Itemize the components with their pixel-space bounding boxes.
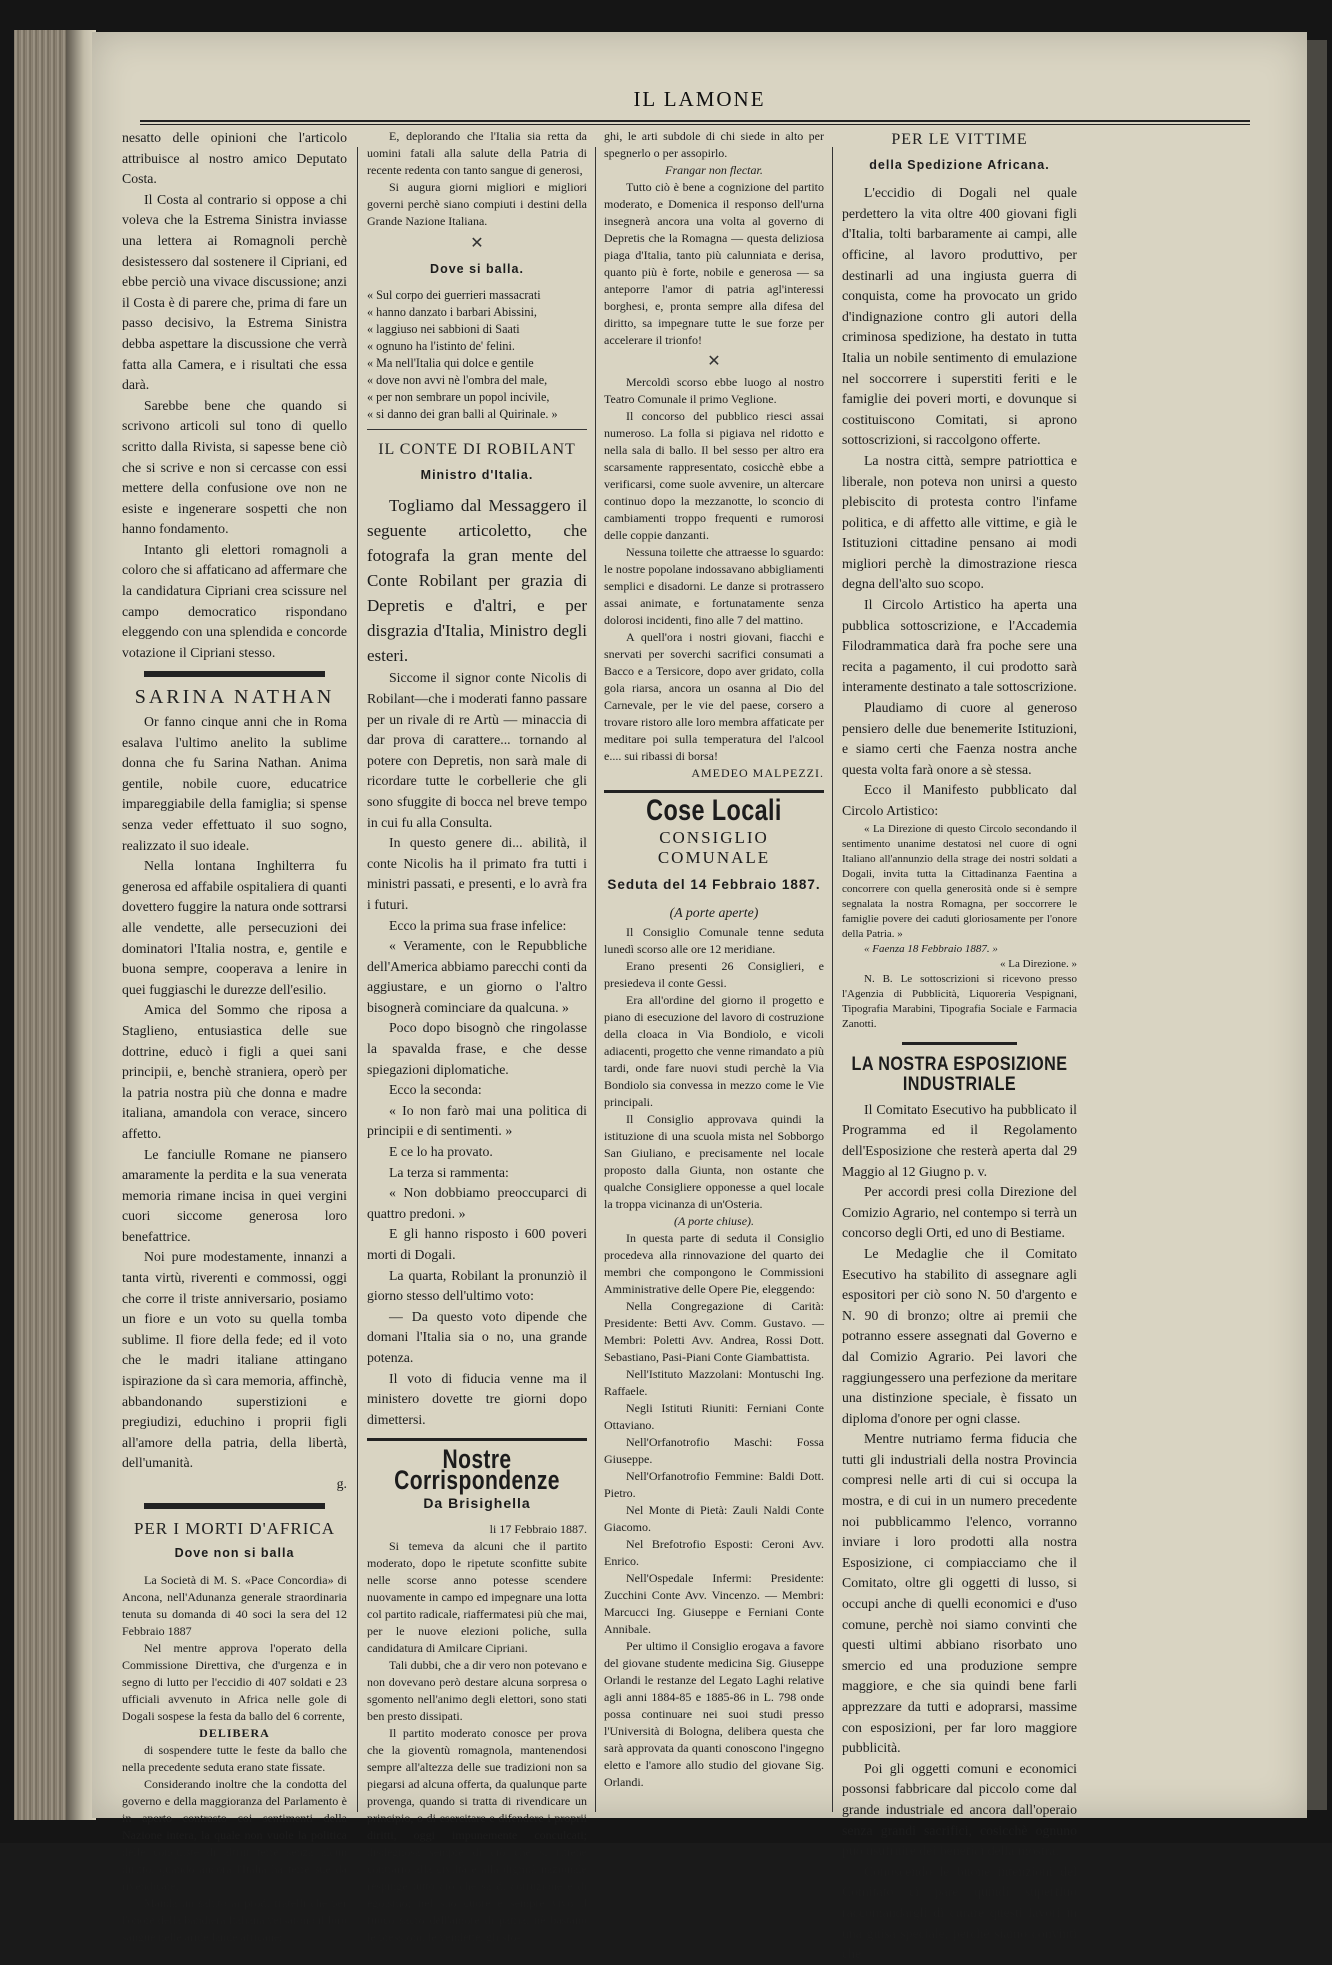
paragraph: Tali dubbi, che a dir vero non potevano e non dovevano però destare alcuna sorpresa o sgomento nell'animo degli elettori, sono stati ben presto dissipati. bbox=[367, 1658, 587, 1724]
paragraph: « Io non farò mai una politica di principii e di sentimenti. » bbox=[367, 1102, 587, 1139]
separator-cross-icon: ✕ bbox=[707, 353, 721, 370]
paragraph: Erano presenti 26 Consiglieri, e presiedeva il conte Gessi. bbox=[604, 958, 824, 990]
paragraph: Il voto di fiducia venne ma il ministero dovette tre giorni dopo dimettersi. bbox=[367, 1370, 587, 1427]
paragraph: Nella Congregazione di Carità: Presidente: Betti Avv. Comm. Gustavo. — Membri: Poletti Avv. Andrea, Rossi Dott. Sebastiano, Pasi-Piani Conte Giambattista. bbox=[604, 1298, 824, 1364]
poem-line: « si danno dei gran balli al Quirinale. » bbox=[367, 407, 558, 422]
column-2 bbox=[367, 128, 587, 1946]
paragraph: — Da questo voto dipende che domani l'Italia sia o no, una grande potenza. bbox=[367, 1308, 587, 1365]
paragraph: Le Medaglie che il Comitato Esecutivo ha stabilito di assegnare agli espositori per ciò sono N. 50 d'argento e N. 90 di bronzo; oltre ai premii che potranno essere assegnati dal Governo e dal Comizio Agrario. Pei lavori che raggiungessero una perfezione da meritare una distinzione speciale, è fissato un diploma d'onore per ogni classe. bbox=[842, 1245, 1077, 1426]
headline: Cose Locali bbox=[646, 794, 782, 827]
subheadline: della Spedizione Africana. bbox=[869, 157, 1050, 172]
paragraph: E gli hanno risposto i 600 poveri morti di Dogali. bbox=[367, 1226, 587, 1262]
next-page-edge bbox=[1307, 40, 1327, 1810]
paragraph: nesatto delle opinioni che l'articolo attribuisce al nostro amico Deputato Costa. bbox=[122, 130, 347, 187]
poem-line: « dove non avvi nè l'ombra del male, bbox=[367, 373, 548, 388]
paragraph: Il partito moderato conosce per prova che la gioventù romagnola, mantenendosi sempre all'altezza delle sue tradizioni non sa piegarsi ad alcuna offerta, da qualunque parte provenga, quando si tratta di rivendicare un principio, o di esercitare e difendere i proprii diritti, oggi impunemente conculcati; disdegnosa sempre di ciò che si ritiene contrario alla civiltà e alla dignità nazionale respinge tutto ciò che sa di corruzione e di egoismo; nel suo cuore è sempre vivo il fuoco sacro dell'amore di patria, nè bastano le pressioni, le vendette, gli sfo- bbox=[367, 1726, 587, 1945]
paragraph: Il Consiglio approvava quindi la istituzione di una scuola mista nel Sobborgo San Giuliano, e precisamente nel locale proposto dalla Giunta, non ostante che qualche Consigliere opponesse a quel locale la troppa vicinanza di un'Osteria. bbox=[604, 1111, 824, 1211]
delibera-label: DELIBERA bbox=[199, 1725, 270, 1740]
masthead-rule bbox=[140, 120, 1250, 122]
paragraph: Il Comitato Esecutivo ha pubblicato il Programma ed il Regolamento dell'Esposizione che resterà aperta dal 29 Maggio al 12 Giugno p. v. bbox=[842, 1101, 1077, 1179]
paragraph: Nel Monte di Pietà: Zauli Naldi Conte Giacomo. bbox=[604, 1502, 824, 1534]
paragraph: Nell'Ospedale Infermi: Presidente: Zucchini Conte Avv. Vincenzo. — Membri: Marcucci Ing. Giuseppe e Ferniani Conte Annibale. bbox=[604, 1570, 824, 1636]
paragraph: Nel Brefotrofio Esposti: Ceroni Avv. Enrico. bbox=[604, 1536, 824, 1568]
dateline: « Faenza 18 Febbraio 1887. » bbox=[864, 942, 998, 955]
paragraph: Si augura giorni migliori e migliori governi perchè siano compiuti i destini della Grande Nazione Italiana. bbox=[367, 180, 587, 228]
poem-line: « Ma nell'Italia qui dolce e gentile bbox=[367, 356, 534, 371]
column-rule bbox=[595, 147, 596, 1812]
paragraph: « Veramente, con le Repubbliche dell'America abbiamo parecchi conti da aggiustare, e un giorno o l'altro bisognerà cominciare da qualcuna. » bbox=[367, 938, 587, 1015]
paragraph: Poco dopo bisognò che ringolasse la spavalda frase, e che desse spiegazioni diplomatiche. bbox=[367, 1020, 587, 1077]
subheadline: CONSIGLIO COMUNALE bbox=[657, 827, 771, 868]
paragraph: La nostra città, sempre patriottica e liberale, non poteva non unirsi a questo plebiscito di protesta contro l'infame politica, e di affetto alle vittime, e già le Istituzioni cittadine pensano ai modi migliori perchè la dimostrazione riesca degna dell'alto suo scopo. bbox=[842, 452, 1077, 592]
newspaper-page bbox=[92, 32, 1307, 1962]
paragraph: Era all'ordine del giorno il progetto e piano di esecuzione del lavoro di costruzione della cloaca in Via Bondiolo, e vicoli adiacenti, progetto che venne rimandato a più tardi, onde fare nuovi studi perchè la Via Bondiolo sia convessa in mezzo come le Vie principali. bbox=[604, 992, 824, 1109]
section-rule bbox=[144, 1503, 325, 1509]
subheadline: Seduta del 14 Febbraio 1887. bbox=[607, 876, 821, 892]
paragraph: La terza si rammenta: bbox=[389, 1164, 509, 1180]
headline: LA NOSTRA ESPOSIZIONE INDUSTRIALE bbox=[851, 1053, 1068, 1096]
paragraph: La Società di M. S. «Pace Concordia» di Ancona, nell'Adunanza generale straordinaria tenuta su domanda di 40 soci la sera del 12 Febbraio 1887 bbox=[122, 1572, 347, 1638]
paragraph: Nell'Orfanotrofio Maschi: Fossa Giuseppe. bbox=[604, 1434, 824, 1466]
poem bbox=[367, 287, 587, 423]
column-3 bbox=[604, 128, 824, 1791]
manifesto: « La Direzione di questo Circolo secondando il sentimento unanime destatosi nel cuore di ogni Italiano all'annunzio della strage dei nostri soldati a Dogali, invita tutta la Cittadinanza Faentina a concorrere con quella generosità onde si è sempre segnalata la nostra Romagna, per soccorrere le famiglie povere dei caduti gloriosamente per l'onore della Patria. » bbox=[842, 822, 1077, 940]
column-rule bbox=[832, 147, 833, 1812]
paragraph: Per ultimo il Consiglio erogava a favore del giovane studente medicina Sig. Giuseppe Orlandi le restanze del Legato Laghi relative agli anni 1884-85 e 1885-86 in L. 798 onde possa continuare nei suoi studi presso l'Università di Bologna, delibera questa che sarà approvata da quanti conoscono l'ingegno eletto e l'amore allo studio del giovane Sig. Orlandi. bbox=[604, 1638, 824, 1789]
separator-cross-icon: ✕ bbox=[470, 235, 484, 252]
paragraph: Si temeva da alcuni che il partito moderato, dopo le ripetute sconfitte subite nelle scorse anno potesse scendere nuovamente in campo ed impegnare una lotta col partito radicale, riaffermatesi più che mai, per le nuove elezioni poliche, sulla candidatura di Amilcare Cipriani. bbox=[367, 1539, 587, 1656]
lead-paragraph: Togliamo dal Messaggero il seguente articoletto, che fotografa la gran mente del Conte Robilant per grazia di Depretis e d'altri, e per disgrazia d'Italia, Ministro degli esteri. bbox=[367, 496, 587, 666]
paragraph: Or fanno cinque anni che in Roma esalava l'ultimo anelito la sublime donna che fu Sarina Nathan. Anima gentile, nobile cuore, educatrice impareggiabile della famiglia; si spense senza veder effettuato il suo sogno, realizzato il suo ideale. bbox=[122, 714, 347, 853]
note: (A porte aperte) bbox=[669, 905, 759, 921]
masthead: IL LAMONE bbox=[633, 87, 766, 111]
paragraph: Ecco la prima sua frase infelice: bbox=[389, 917, 567, 933]
subheadline: Dove si balla. bbox=[430, 261, 524, 276]
headline: PER I MORTI D'AFRICA bbox=[133, 1518, 336, 1538]
section-rule bbox=[902, 1042, 1017, 1045]
book-binding bbox=[14, 30, 66, 1820]
paragraph: Nella lontana Inghilterra fu generosa ed affabile ospitaliera di quanti dovettero fuggire la natura onde sottrarsi alle vendette, alle persecuzioni dei dominatori l'Italia nostra, e, gentile e buona sempre, cooperava a lenire in quei fuggiaschi le durezze dell'esilio. bbox=[122, 858, 347, 997]
headline: IL CONTE DI ROBILANT bbox=[378, 441, 576, 459]
headline: Nostre Corrispondenze bbox=[394, 1444, 560, 1495]
paragraph: ghi, le arti subdole di chi siede in alto per spegnerlo o per assopirlo. bbox=[604, 129, 824, 160]
dateline: li 17 Febbraio 1887. bbox=[489, 1522, 587, 1537]
poem-line: « hanno danzato i barbari Abissini, bbox=[367, 305, 537, 320]
signature: « La Direzione. » bbox=[1000, 957, 1077, 970]
subheadline: Ministro d'Italia. bbox=[420, 467, 534, 482]
subheadline: Da Brisighella bbox=[423, 1494, 531, 1511]
paragraph: Il Circolo Artistico ha aperta una pubblica sottoscrizione, e l'Accademia Filodrammatica darà fra poche sere una recita a pagamento, il cui prodotto sarà interamente destinato a tale sottoscrizione. bbox=[842, 597, 1077, 695]
paragraph: Negli Istituti Riuniti: Ferniani Conte Ottaviano. bbox=[604, 1400, 824, 1432]
signature: AMEDEO MALPEZZI. bbox=[691, 766, 824, 780]
paragraph: Nel mentre approva l'operato della Commissione Direttiva, che d'urgenza e in segno di lutto per l'eccidio di 407 soldati e 23 ufficiali avvenuto in Africa nelle gole di Dogali sospese la festa da ballo del 6 corrente, bbox=[122, 1640, 347, 1723]
column-1 bbox=[122, 128, 347, 1946]
column-4 bbox=[842, 128, 1077, 1965]
paragraph: Considerando inoltre che la condotta del governo e della maggioranza del Parlamento è in aperto contrasto coi sentimenti della Nazione intera, la quale non vuole la politica delle conquiste di altrui terre senza alcun diritto, quando ancora l'Italia ha terre sue da rivendicare, bbox=[122, 1776, 347, 1893]
paragraph: E ce lo ha provato. bbox=[389, 1144, 493, 1160]
paragraph: A quell'ora i nostri giovani, fiacchi e snervati per soverchi sacrifici consumati a Bacco e a Tersicore, dopo aver gridato, colla gola riarsa, ancora un osanna al Dio del Carnevale, per le vie del paese, corsero a trovare ristoro alle loro membra affaticate per meditare poi sulla temperatura del l'alcool e.... sui ribassi di borsa! bbox=[604, 630, 824, 763]
headline: SARINA NATHAN bbox=[134, 686, 335, 709]
paragraph: Il Costa al contrario si oppose a chi voleva che la Estrema Sinistra inviasse una lettera ai Romagnoli perchè desistessero dal sostenere il Cipriani, ed ebbe perciò una vivace discussione; anzi il Costa è di parere che, prima di fare un passo decisivo, la Estrema Sinistra debba aspettare la discussione che verrà fatta alla Camera, e i risultati che essa darà. bbox=[122, 191, 347, 393]
paragraph: « Non dobbiamo preoccuparci di quattro predoni. » bbox=[367, 1185, 587, 1221]
section-rule bbox=[604, 790, 824, 793]
paragraph: Intanto gli elettori romagnoli a coloro che si affaticano ad affermare che la candidatura Cipriani crea scissure nel campo democratico rispondano eleggendo con una splendida e concorde votazione il Cipriani stesso. bbox=[122, 541, 347, 660]
section-rule bbox=[367, 1438, 587, 1441]
poem-line: « ognuno ha l'istinto de' felini. bbox=[367, 339, 515, 354]
paragraph: Amica del Sommo che riposa a Staglieno, entusiastica delle sue dottrine, educò i figli a quei sani principii, e, benchè straniera, operò per la patria nostra più che donna e madre italiana, amandola con verace, sincero affetto. bbox=[122, 1002, 347, 1141]
paragraph: Manda un saluto ai prodi fratelli che per l'onore della bandiera Italiana versarono il loro sangue nelle aride lande africane; bbox=[122, 1895, 347, 1944]
paragraph: di sospendere tutte le feste da ballo che nella precedente seduta erano state fissate. bbox=[122, 1742, 347, 1774]
poem-line: « Sul corpo dei guerrieri massacrati bbox=[367, 288, 541, 303]
masthead-rule-thin bbox=[140, 124, 1250, 125]
paragraph: Mercoldì scorso ebbe luogo al nostro Teatro Comunale il primo Veglione. bbox=[604, 375, 824, 406]
column-rule bbox=[357, 147, 358, 1812]
paragraph: Nell'Orfanotrofio Femmine: Baldi Dott. Pietro. bbox=[604, 1468, 824, 1500]
note: (A porte chiuse). bbox=[673, 1213, 755, 1228]
signature: g. bbox=[336, 1476, 347, 1491]
paragraph: Siccome il signor conte Nicolis di Robilant—che i moderati fanno passare per un rivale di re Artù — minaccia di dar prova di carattere... tornando al potere con Depretis, non sarà male di ricordare tutte le corbellerie che gli sono sfuggite di bocca nel breve tempo in cui fu alla Consulta. bbox=[367, 670, 587, 830]
paragraph: Le fanciulle Romane ne piansero amaramente la perdita e la sua venerata memoria rimane incisa in quei vergini cuori siccome generosa loro benefattrice. bbox=[122, 1146, 347, 1244]
paragraph: Sarebbe bene che quando si scrivono articoli sul tono di quello scritto dalla Rivista, si sapesse bene ciò che si scrive e non si cercasse con essi mettere della confusione ove non ne esiste e ingenerare sospetti che non hanno fondamento. bbox=[122, 397, 347, 537]
paragraph: Plaudiamo di cuore al generoso pensiero delle due benemerite Istituzioni, e siamo certi che Faenza nostra anche questa volta farà onore a sè stessa. bbox=[842, 700, 1077, 777]
headline: PER LE VITTIME bbox=[891, 131, 1028, 148]
paragraph: E, deplorando che l'Italia sia retta da uomini fatali alla salute della Patria di recente redenta con tanto sangue di generosi, bbox=[367, 129, 587, 177]
paragraph: Poi gli oggetti comuni e economici possonsi fabbricare dal piccolo come dal grande industriale ed ancora dall'operaio senza grandi sacrifici, cosicchè ognuno può usufruire dei benefici della mostra. bbox=[842, 1760, 1077, 1859]
paragraph: Noi pure modestamente, innanzi a tanta virtù, riverenti e commossi, oggi che corre il triste anniversario, posiamo un fiore e un voto su quella tomba sublime. Il fiore della fede; ed il voto che le madri italiane attingano ispirazione da sì cara memoria, affinchè, abbandonando superstizioni e pregiudizi, educhino i proprii figli all'amore della patria, della libertà, dell'umanità. bbox=[122, 1249, 347, 1471]
paragraph: Tutto ciò è bene a cognizione del partito moderato, e Domenica il responso dell'urna insegnerà ancora una volta al governo di Depretis che la Romagna — questa deliziosa piaga d'Italia, tanto più calunniata e derisa, quanto più è forte, nobile e generosa — sa anteporre l'amor di patria agl'interessi borghesi, e, pronta sempre alla difesa del diritto, sa impegnare tutte le sue forze per accelerare il trionfo! bbox=[604, 180, 824, 347]
paragraph: La quarta, Robilant la pronunziò il giorno stesso dell'ultimo voto: bbox=[367, 1267, 587, 1304]
paragraph: Nessuna toilette che attraesse lo sguardo: le nostre popolane indossavano abbigliamenti semplici e disadorni. Le danze si protrassero assai animate, e fortunatamente senza dolorosi incidenti, fino alle 7 del mattino. bbox=[604, 545, 824, 627]
paragraph: Nell'Istituto Mazzolani: Montuschi Ing. Raffaele. bbox=[604, 1366, 824, 1398]
paragraph: Per accordi presi colla Direzione del Comizio Agrario, nel contempo si terrà un concorso degli Orti, ed uno di Bestiame. bbox=[842, 1184, 1077, 1241]
motto: Frangar non flectar. bbox=[665, 163, 763, 177]
paragraph: L'eccidio di Dogali nel quale perdettero la vita oltre 400 giovani figli d'Italia, tolti barbaramente ai campi, alle officine, al lavoro produttivo, per destinarli ad una ingiusta guerra di conquista, come ha provocato un grido d'indignazione contro gli autori della criminosa spedizione, ha destato in tutta Italia un nobile sentimento di emulazione nel soccorrere i superstiti feriti e le famiglie dei poveri morti, e dovunque si costituiscono Comitati, si aprono sottoscrizioni, si raccolgono offerte. bbox=[842, 185, 1077, 448]
paragraph: In questo genere di... abilità, il conte Nicolis ha il primato fra tutti i ministri passati, e presenti, e lo avrà fra i futuri. bbox=[367, 835, 587, 912]
paragraph: Ecco la seconda: bbox=[389, 1082, 482, 1098]
nota-bene: N. B. Le sottoscrizioni si ricevono presso l'Agenzia di Pubblicità, Liquoreria Vespignani, Tipografia Marabini, Tipografia Sociale e Farmacia Zanotti. bbox=[842, 972, 1077, 1030]
paragraph: Mentre nutriamo ferma fiducia che tutti gli industriali della nostra Provincia compresi nelle arti di cui si occupa la mostra, e di cui in un numero precedente noi pubblicammo l'elenco, vorranno inviare i loro prodotti alla nostra Esposizione, ci compiacciamo che il Comitato, oltre gli oggetti di lusso, si occupi anche di quelli economici e d'uso comune, perchè noi siamo convinti che questi ultimi abbiano risorbato uno smercio ed una produzione sempre maggiore, e che sia quindi bene farli apprezzare da tutti e adoprarsi, massime con esposizioni, per far loro maggiore pubblicità. bbox=[842, 1431, 1077, 1756]
paragraph: Ecco il Manifesto pubblicato dal Circolo Artistico: bbox=[842, 782, 1077, 818]
paragraph: Il Consiglio Comunale tenne seduta lunedì scorso alle ore 12 meridiane. bbox=[604, 924, 824, 956]
subheadline: Dove non si balla bbox=[174, 1546, 295, 1561]
paragraph: Il concorso del pubblico riesci assai numeroso. La folla si pigiava nel ridotto e nella sala di ballo. Il bel sesso per altro era scarsamente rappresentato, cosicchè ebbe a verificarsi, come suole avvenire, un altercare continuo dopo la mezzanotte, lo sconcio di cambiamenti troppo frequenti e rumorosi delle coppie danzanti. bbox=[604, 409, 824, 542]
poem-line: « laggiuso nei sabbioni di Saati bbox=[367, 322, 520, 337]
section-rule bbox=[367, 429, 587, 430]
paragraph: Conoscendo le buone intenzioni del Comitato ci pare quindi superfluo raccomandargli di curare questi lavori in una guisa speciale, perchè siamo convinti che bbox=[842, 1863, 1077, 1962]
poem-line: « per non sembrare un popol incivile, bbox=[367, 390, 550, 405]
section-rule bbox=[144, 671, 325, 677]
paragraph: In questa parte di seduta il Consiglio procedeva alla rinnovazione del quarto dei membri che compongono le Commissioni Amministrative delle Opere Pie, eleggendo: bbox=[604, 1230, 824, 1296]
